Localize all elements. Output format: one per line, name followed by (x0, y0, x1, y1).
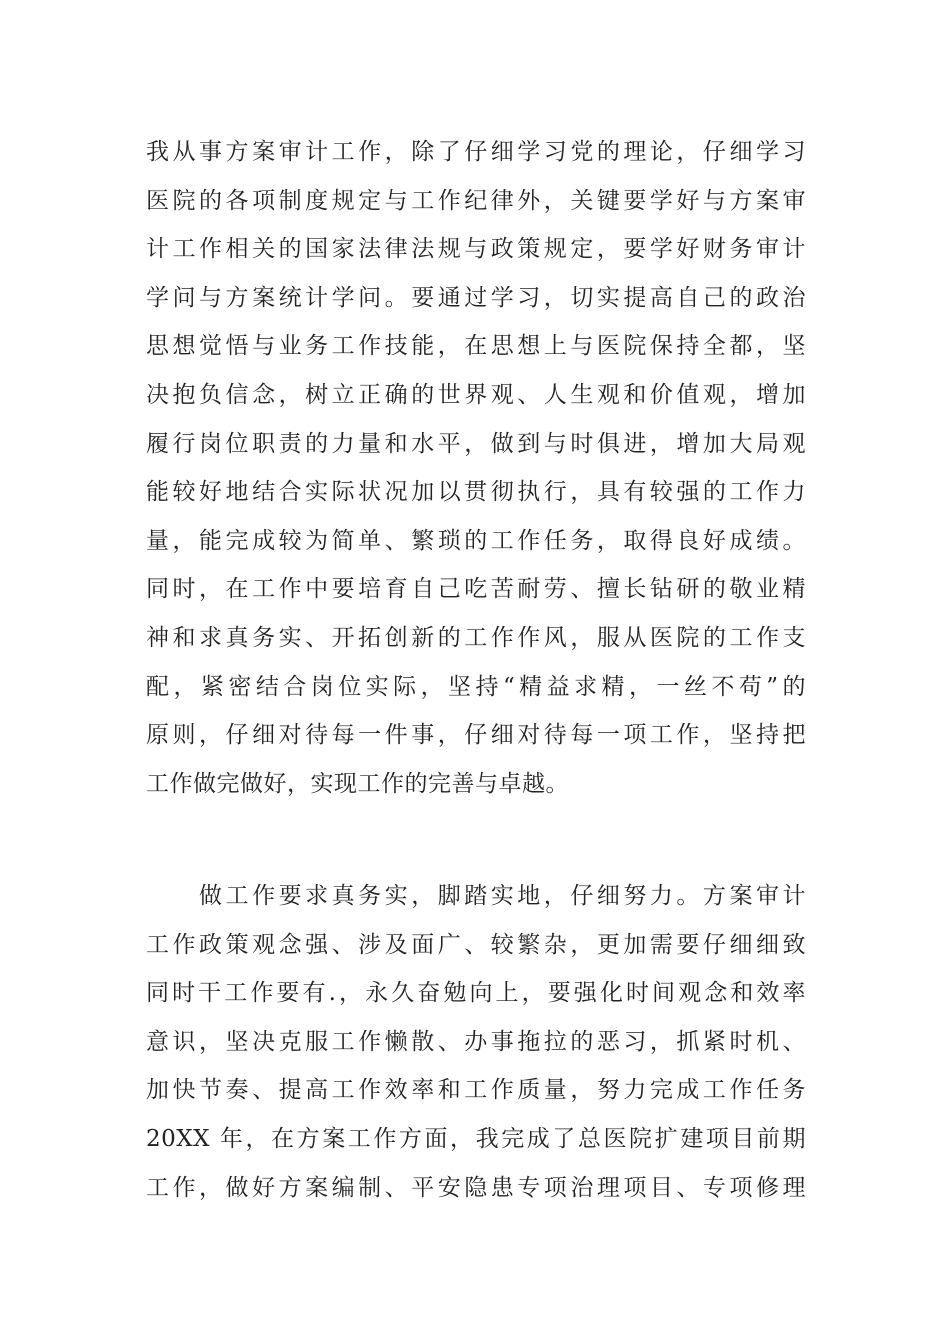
paragraph-line: 计工作相关的国家法律法规与政策规定，要学好财务审计 (146, 236, 806, 263)
paragraph-line: 我从事方案审计工作，除了仔细学习党的理论，仔细学习 (146, 139, 806, 165)
paragraph-line: 医院的各项制度规定与工作纪律外，关键要学好与方案审 (146, 187, 806, 214)
paragraph-line: 思想觉悟与业务工作技能，在思想上与医院保持全都，坚 (146, 333, 806, 360)
paragraph-line: 意识，坚决克服工作懒散、办事拖拉的恶习，抓紧时机、 (146, 1028, 806, 1055)
paragraph-line: 工作，做好方案编制、平安隐患专项治理项目、专项修理 (146, 1174, 806, 1201)
paragraph-line: 决抱负信念，树立正确的世界观、人生观和价值观，增加 (146, 381, 806, 408)
paragraph-line: 做工作要求真务实，脚踏实地，仔细努力。方案审计 (146, 883, 806, 909)
paragraph-line: 加快节奏、提高工作效率和工作质量，努力完成工作任务 (146, 1077, 806, 1104)
paragraph-line: 配，紧密结合岗位实际，坚持“精益求精，一丝不苟”的 (146, 673, 806, 700)
paragraph-line: 履行岗位职责的力量和水平，做到与时俱进，增加大局观 (146, 430, 806, 457)
paragraph-line: 学问与方案统计学问。要通过学习，切实提高自己的政治 (146, 284, 806, 311)
paragraph-1 (146, 128, 806, 808)
paragraph-line: 20XX 年，在方案工作方面，我完成了总医院扩建项目前期 (146, 1125, 806, 1152)
paragraph-line: 工作政策观念强、涉及面广、较繁杂，更加需要仔细细致 (146, 931, 806, 958)
paragraph-line: 工作做完做好，实现工作的完善与卓越。 (146, 770, 569, 797)
paragraph-line: 原则，仔细对待每一件事，仔细对待每一项工作，坚持把 (146, 722, 806, 749)
paragraph-line: 同时干工作要有.，永久奋勉向上，要强化时间观念和效率 (146, 980, 806, 1007)
paragraph-2 (146, 872, 806, 1212)
paragraph-line: 能较好地结合实际状况加以贯彻执行，具有较强的工作力 (146, 479, 806, 506)
paragraph-line: 同时，在工作中要培育自己吃苦耐劳、擅长钻研的敬业精 (146, 576, 806, 603)
paragraph-line: 量，能完成较为简单、繁琐的工作任务，取得良好成绩。 (146, 527, 806, 554)
paragraph-line: 神和求真务实、开拓创新的工作作风，服从医院的工作支 (146, 624, 806, 651)
